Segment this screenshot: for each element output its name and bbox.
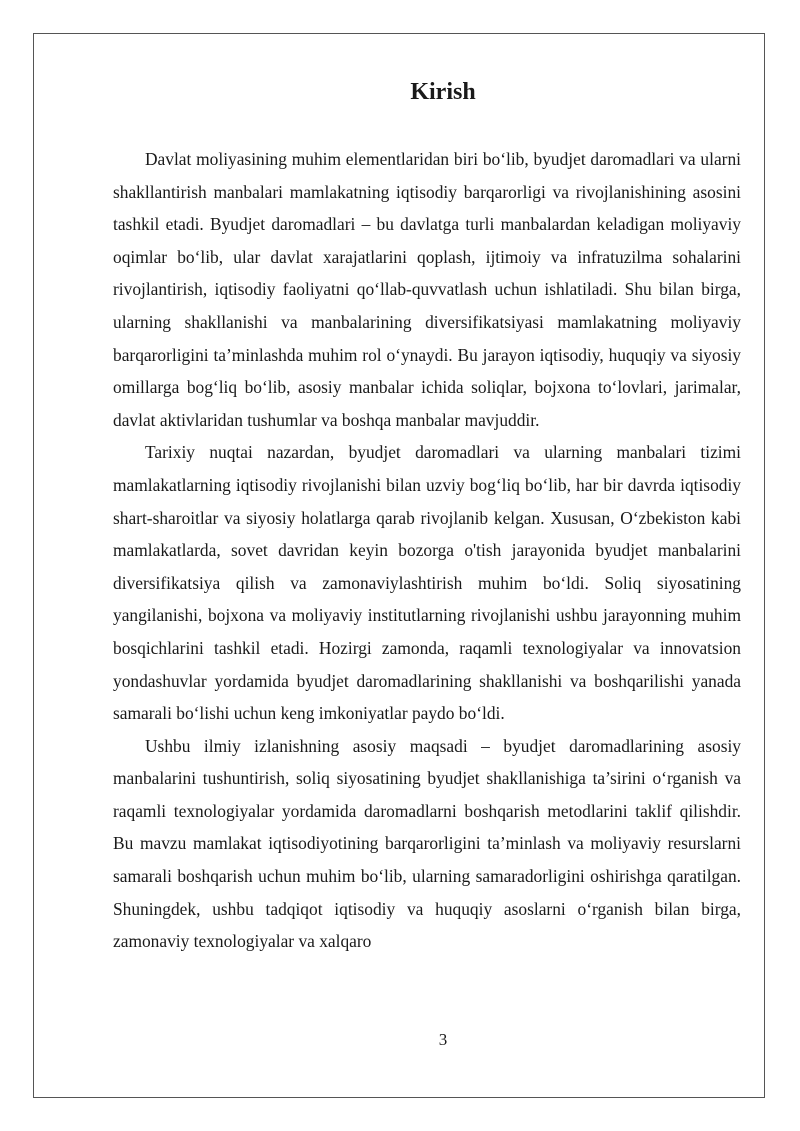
document-body <box>113 143 741 958</box>
paragraph-3: Ushbu ilmiy izlanishning asosiy maqsadi – byudjet daromadlarining asosiy manbalarini tushuntirish, soliq siyosatining byudjet shakllanishiga ta’sirini o‘rganish va raqamli texnologiyalar yordamida daromadlarni boshqarish metodlarini taklif qilishdir. Bu mavzu mamlakat iqtisodiyotining barqarorligini ta’minlash va moliyaviy resurslarni samarali boshqarish uchun muhim bo‘lib, ularning samaradorligini oshirishga qaratilgan. Shuningdek, ushbu tadqiqot iqtisodiy va huquqiy asoslarni o‘rganish bilan birga, zamonaviy texnologiyalar va xalqaro <box>113 735 741 952</box>
paragraph-2: Tarixiy nuqtai nazardan, byudjet daromadlari va ularning manbalari tizimi mamlakatlarning iqtisodiy rivojlanishi bilan uzviy bog‘liq bo‘lib, har bir davrda iqtisodiy shart-sharoitlar va siyosiy holatlarga qarab rivojlanib kelgan. Xususan, O‘zbekiston kabi mamlakatlarda, sovet davridan keyin bozorga o'tish jarayonida byudjet manbalarini diversifikatsiya qilish va zamonaviylashtirish muhim bo‘ldi. Soliq siyosatining yangilanishi, bojxona va moliyaviy institutlarning rivojlanishi ushbu jarayonning muhim bosqichlarini tashkil etadi. Hozirgi zamonda, raqamli texnologiyalar va innovatsion yondashuvlar yordamida byudjet daromadlarining shakllanishi va boshqarilishi yanada samarali bo‘lishi uchun keng imkoniyatlar paydo bo‘ldi. <box>113 442 741 724</box>
page-title: Kirish <box>410 79 476 105</box>
page-number: 3 <box>438 1030 448 1049</box>
paragraph-1: Davlat moliyasining muhim elementlaridan biri bo‘lib, byudjet daromadlari va ularni shakllantirish manbalari mamlakatning iqtisodiy barqarorligi va rivojlanishining asosini tashkil etadi. Byudjet daromadlari – bu davlatga turli manbalardan keladigan moliyaviy oqimlar bo‘lib, ular davlat xarajatlarini qoplash, ijtimoiy va infratuzilma sohalarini rivojlantirish, iqtisodiy faoliyatni qo‘llab-quvvatlash uchun ishlatiladi. Shu bilan birga, ularning shakllanishi va manbalarining diversifikatsiyasi mamlakatning moliyaviy barqarorligini ta’minlashda muhim rol o‘ynaydi. Bu jarayon iqtisodiy, huquqiy va siyosiy omillarga bog‘liq bo‘lib, asosiy manbalar ichida soliqlar, bojxona to‘lovlari, jarimalar, davlat aktivlaridan tushumlar va boshqa manbalar mavjuddir. <box>113 149 741 430</box>
